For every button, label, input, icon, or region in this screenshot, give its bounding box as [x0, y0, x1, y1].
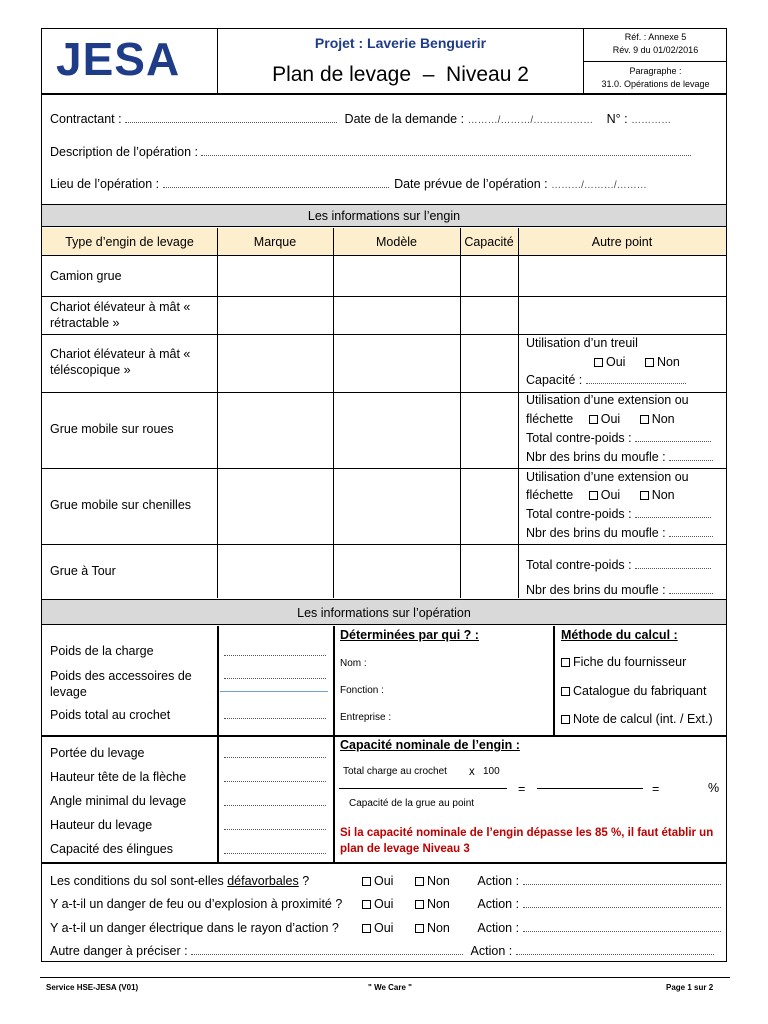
- q1-oui-checkbox[interactable]: [362, 877, 371, 886]
- contre-poids-label: Total contre-poids :: [526, 507, 632, 521]
- q2-oui-checkbox[interactable]: [362, 900, 371, 909]
- flechette-label: fléchette: [526, 412, 574, 426]
- angle-label: Angle minimal du levage: [50, 794, 187, 808]
- table-row: Grue à Tour: [50, 564, 116, 578]
- question-text: Y a-t-il un danger de feu ou d’explosion à proximité ?: [50, 897, 343, 911]
- date-prevue-label: Date prévue de l’opération :: [394, 177, 548, 191]
- portee-field[interactable]: [224, 747, 326, 758]
- contre-poids-row: [526, 507, 711, 521]
- extension-options: [526, 412, 675, 426]
- brins-row: [526, 450, 713, 464]
- poids-accessoires-underline: [220, 691, 328, 692]
- operation-section-title: Les informations sur l’opération: [297, 606, 471, 620]
- question-text: Y a-t-il un danger électrique dans le rayon d’action ?: [50, 921, 339, 935]
- chenilles-contre-poids-field[interactable]: [635, 507, 711, 518]
- hundred-label: 100: [483, 766, 500, 777]
- treuil-options: [594, 355, 680, 369]
- operation-section-header: [42, 599, 726, 625]
- roues-oui-checkbox[interactable]: [589, 415, 598, 424]
- q2-action-field[interactable]: [523, 897, 721, 908]
- tour-brins-field[interactable]: [669, 583, 713, 594]
- fraction-bar: [339, 788, 507, 789]
- page-title: Plan de levage – Niveau 2: [272, 63, 529, 86]
- project-name: Projet : Laverie Benguerir: [314, 35, 487, 51]
- non-label: Non: [426, 897, 450, 911]
- treuil-non-checkbox[interactable]: [645, 358, 654, 367]
- paragraphe-value: 31.0. Opérations de levage: [601, 79, 710, 89]
- date-demande-label: Date de la demande :: [344, 112, 465, 126]
- equals-sign: =: [652, 782, 660, 796]
- poids-accessoires-field[interactable]: [224, 668, 326, 679]
- col-autre: Autre point: [591, 235, 653, 249]
- date-prevue-field[interactable]: ………/………/………: [551, 180, 647, 191]
- revision: Rév. 9 du 01/02/2016: [612, 45, 699, 55]
- table-row: Camion grue: [50, 269, 122, 283]
- equals-sign: =: [518, 782, 526, 796]
- option-label: Fiche du fournisseur: [573, 655, 687, 669]
- hauteur-fleche-label: Hauteur tête de la flèche: [50, 770, 187, 784]
- contre-poids-label: Total contre-poids :: [526, 558, 632, 572]
- brins-label: Nbr des brins du moufle :: [526, 583, 666, 597]
- action-label: Action :: [477, 921, 520, 935]
- footer-center: " We Care ": [368, 983, 412, 992]
- treuil-capacite-field[interactable]: [586, 373, 686, 384]
- methode-option-fiche[interactable]: [561, 655, 686, 669]
- percent-sign: %: [708, 781, 720, 795]
- table-row: Grue mobile sur chenilles: [50, 498, 192, 512]
- answer-row: [362, 897, 721, 911]
- nom-label: Nom :: [340, 658, 367, 669]
- roues-brins-field[interactable]: [669, 450, 713, 461]
- portee-label: Portée du levage: [50, 746, 145, 760]
- tour-contre-poids-field[interactable]: [635, 558, 711, 569]
- ref-annex: Réf. : Annexe 5: [624, 32, 687, 42]
- col-modele: Modèle: [376, 235, 417, 249]
- description-row: [50, 145, 720, 159]
- numero-field[interactable]: …………: [631, 115, 672, 126]
- col-marque: Marque: [253, 235, 297, 249]
- brins-label: Nbr des brins du moufle :: [526, 450, 666, 464]
- non-label: Non: [651, 488, 675, 502]
- table-row: Chariot élévateur à mât « rétractable »: [50, 300, 191, 330]
- chenilles-oui-checkbox[interactable]: [589, 491, 598, 500]
- brins-row: [526, 526, 713, 540]
- methode-option-catalogue[interactable]: [561, 684, 706, 698]
- extension-label: Utilisation d’une extension ou: [526, 470, 689, 484]
- paragraphe-label: Paragraphe :: [629, 66, 682, 76]
- poids-charge-label: Poids de la charge: [50, 644, 154, 658]
- contre-poids-row: [526, 431, 711, 445]
- poids-total-label: Poids total au crochet: [50, 708, 171, 722]
- warning-text: Si la capacité nominale de l’engin dépasse les 85 %, il faut établir un plan de levage Niveau 3: [340, 827, 714, 855]
- autre-danger-row: [50, 944, 714, 958]
- contre-poids-label: Total contre-poids :: [526, 431, 632, 445]
- capacite-nominale-label: Capacité nominale de l’engin :: [340, 738, 520, 752]
- oui-label: Oui: [600, 488, 621, 502]
- q2-non-checkbox[interactable]: [415, 900, 424, 909]
- treuil-capacite: [526, 373, 686, 387]
- question-row: [50, 874, 309, 888]
- col-capacite: Capacité: [464, 235, 514, 249]
- chenilles-non-checkbox[interactable]: [640, 491, 649, 500]
- note-checkbox[interactable]: [561, 715, 570, 724]
- treuil-label: Utilisation d’un treuil: [526, 336, 638, 350]
- engin-section-title: Les informations sur l’engin: [307, 209, 461, 223]
- answer-row: [362, 874, 721, 888]
- non-label: Non: [426, 874, 450, 888]
- autre-danger-label: Autre danger à préciser :: [50, 944, 188, 958]
- oui-label: Oui: [606, 355, 626, 369]
- company-logo: JESA: [56, 33, 181, 85]
- non-label: Non: [656, 355, 680, 369]
- table-row: Grue mobile sur roues: [50, 422, 174, 436]
- date-demande-field[interactable]: ………/………/………………: [467, 115, 594, 126]
- roues-contre-poids-field[interactable]: [635, 431, 711, 442]
- table-row: Chariot élévateur à mât « téléscopique »: [50, 347, 191, 377]
- oui-label: Oui: [374, 897, 394, 911]
- option-label: Catalogue du fabriquant: [573, 684, 707, 698]
- engin-section-header: [42, 204, 726, 227]
- hauteur-fleche-field[interactable]: [224, 771, 326, 782]
- option-label: Note de calcul (int. / Ext.): [573, 712, 713, 726]
- capacite-label: Capacité :: [526, 373, 583, 387]
- q3-action-field[interactable]: [523, 921, 721, 932]
- poids-charge-field[interactable]: [224, 645, 326, 656]
- oui-label: Oui: [374, 921, 394, 935]
- lieu-label: Lieu de l’opération :: [50, 177, 160, 191]
- brins-label: Nbr des brins du moufle :: [526, 526, 666, 540]
- q3-oui-checkbox[interactable]: [362, 924, 371, 933]
- non-label: Non: [651, 412, 675, 426]
- extension-label: Utilisation d’une extension ou: [526, 393, 689, 407]
- question-suffix: ?: [298, 874, 310, 888]
- methode-option-note[interactable]: [561, 712, 713, 726]
- poids-accessoires-label: Poids des accessoires de levage: [50, 669, 192, 699]
- flechette-label: fléchette: [526, 488, 574, 502]
- col-type: Type d’engin de levage: [65, 235, 194, 249]
- contractant-field[interactable]: [125, 112, 337, 123]
- capacite-elingues-label: Capacité des élingues: [50, 842, 173, 856]
- question-text: Les conditions du sol sont-elles: [50, 874, 228, 888]
- oui-label: Oui: [374, 874, 394, 888]
- footer-left: Service HSE-JESA (V01): [46, 983, 139, 992]
- capacite-elingues-field[interactable]: [224, 843, 326, 854]
- oui-label: Oui: [600, 412, 621, 426]
- footer-rule: [40, 977, 730, 978]
- denominator-label: Capacité de la grue au point: [349, 798, 475, 809]
- action-label: Action :: [477, 897, 520, 911]
- times-sign: x: [469, 766, 475, 778]
- autre-danger-action-field[interactable]: [516, 944, 714, 955]
- answer-row: [362, 921, 721, 935]
- hauteur-levage-field[interactable]: [224, 819, 326, 830]
- question-row: [50, 921, 339, 935]
- angle-field[interactable]: [224, 795, 326, 806]
- lieu-field[interactable]: [163, 177, 389, 188]
- autre-danger-field[interactable]: [191, 944, 463, 955]
- numero-label: N° :: [606, 112, 628, 126]
- fonction-label: Fonction :: [340, 685, 384, 696]
- action-label: Action :: [470, 944, 513, 958]
- q3-non-checkbox[interactable]: [415, 924, 424, 933]
- contractant-row: [50, 112, 720, 126]
- entreprise-label: Entreprise :: [340, 712, 392, 723]
- non-label: Non: [426, 921, 450, 935]
- determinees-label: Déterminées par qui ? :: [340, 628, 479, 642]
- question-underlined: défavorbales: [227, 874, 299, 888]
- roues-non-checkbox[interactable]: [640, 415, 649, 424]
- footer-right: Page 1 sur 2: [666, 983, 714, 992]
- extension-options: [526, 488, 675, 502]
- action-label: Action :: [477, 874, 520, 888]
- contre-poids-row: [526, 558, 711, 572]
- q1-action-field[interactable]: [523, 874, 721, 885]
- chenilles-brins-field[interactable]: [669, 526, 713, 537]
- description-label: Description de l’opération :: [50, 145, 198, 159]
- methode-label: Méthode du calcul :: [561, 628, 678, 642]
- numerator-label: Total charge au crochet: [343, 766, 447, 777]
- q1-non-checkbox[interactable]: [415, 877, 424, 886]
- question-row: [50, 897, 342, 911]
- description-field[interactable]: [201, 145, 691, 156]
- poids-total-field[interactable]: [224, 708, 326, 719]
- contractant-label: Contractant :: [50, 112, 122, 126]
- fiche-checkbox[interactable]: [561, 658, 570, 667]
- treuil-oui-checkbox[interactable]: [594, 358, 603, 367]
- catalogue-checkbox[interactable]: [561, 687, 570, 696]
- brins-row: [526, 583, 713, 597]
- lieu-row: [50, 177, 720, 191]
- hauteur-levage-label: Hauteur du levage: [50, 818, 153, 832]
- result-line[interactable]: [537, 788, 643, 789]
